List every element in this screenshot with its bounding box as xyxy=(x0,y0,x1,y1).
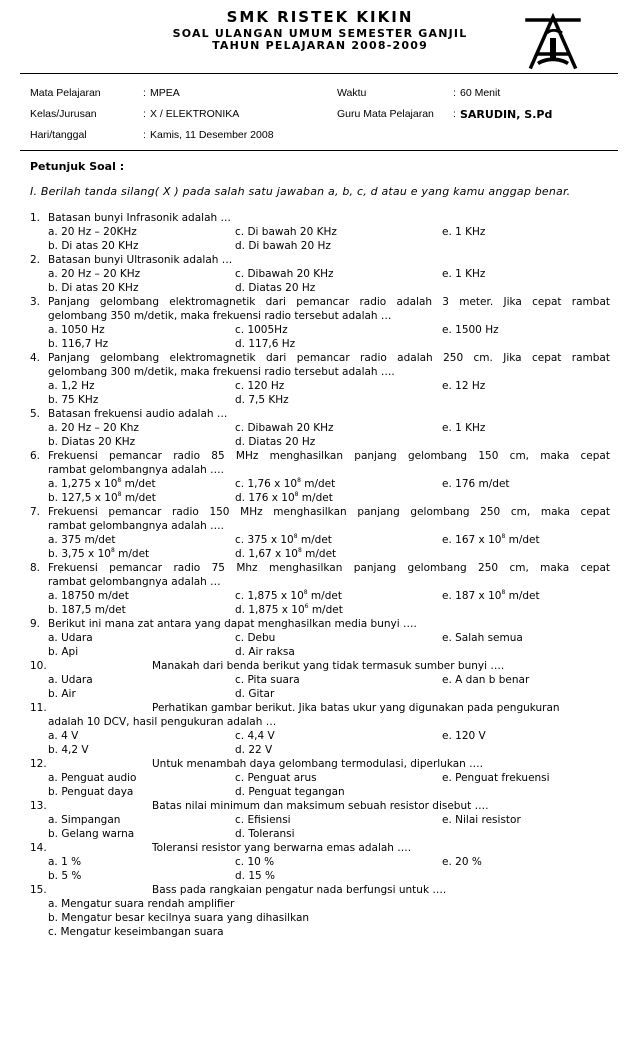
option-a[interactable]: a. Udara xyxy=(48,674,93,686)
option-e[interactable]: e. 1 KHz xyxy=(442,268,486,280)
option-a[interactable]: a. 375 m/det xyxy=(48,534,116,546)
unit: m/det xyxy=(505,590,540,602)
exam-title-line2: TAHUN PELAJARAN 2008-2009 xyxy=(212,39,428,52)
option-d[interactable]: d. 15 % xyxy=(235,870,276,882)
question-stem-line2: rambat gelombangnya adalah …. xyxy=(48,464,225,476)
option-text: d. 1,875 x 10 xyxy=(235,604,305,616)
exponent: 8 xyxy=(501,532,506,540)
unit: m/det xyxy=(114,548,150,560)
exponent: 8 xyxy=(303,588,308,596)
subject-label: Mata Pelajaran xyxy=(30,87,101,99)
exponent: 8 xyxy=(501,588,506,596)
question-stem-line1: Frekuensi pemancar radio 85 MHz menghasilkan panjang gelombang 150 cm, maka cepat xyxy=(48,450,610,462)
question-stem-line2: rambat gelombangnya adalah …. xyxy=(48,520,225,532)
option-e[interactable] xyxy=(442,589,540,603)
option-b[interactable]: b. 75 KHz xyxy=(48,394,99,406)
exponent: 6 xyxy=(304,602,309,610)
option-e[interactable]: e. 120 V xyxy=(442,730,486,742)
option-e[interactable]: e. 1 KHz xyxy=(442,422,486,434)
unit: m/det xyxy=(121,478,156,490)
question-number: 3. xyxy=(30,296,41,308)
option-c[interactable] xyxy=(235,533,332,547)
question-2 xyxy=(30,253,610,295)
class-value: X / ELEKTRONIKA xyxy=(150,108,240,120)
option-d[interactable]: d. 22 V xyxy=(235,744,273,756)
exam-header xyxy=(0,0,638,72)
option-text: c. 1,76 x 10 xyxy=(235,478,298,490)
option-a[interactable]: a. 1 % xyxy=(48,856,82,868)
exam-title xyxy=(150,28,490,52)
option-a[interactable]: a. 1050 Hz xyxy=(48,324,105,336)
question-number: 4. xyxy=(30,352,41,364)
option-c[interactable]: c. Efisiensi xyxy=(235,814,291,826)
question-number: 13. xyxy=(30,800,47,812)
option-c[interactable]: c. Mengatur keseimbangan suara xyxy=(48,926,224,938)
colon: : xyxy=(143,87,146,99)
teacher-label: Guru Mata Pelajaran xyxy=(337,108,434,120)
unit: m/det xyxy=(298,492,333,504)
question-stem-line1: Panjang gelombang elektromagnetik dari pemancar radio adalah 3 meter. Jika cepat rambat xyxy=(48,296,610,308)
option-a[interactable]: a. 20 Hz – 20 KHz xyxy=(48,268,141,280)
question-stem: Bass pada rangkaian pengatur nada berfungsi untuk …. xyxy=(152,884,447,896)
option-c[interactable]: c. Di bawah 20 KHz xyxy=(235,226,337,238)
exponent: 8 xyxy=(117,490,122,498)
info-row-2 xyxy=(30,108,620,129)
question-15 xyxy=(30,883,610,939)
question-3 xyxy=(30,295,610,351)
option-c[interactable] xyxy=(235,589,342,603)
colon: : xyxy=(453,108,456,120)
instructions-title: Petunjuk Soal : xyxy=(30,160,125,173)
colon: : xyxy=(143,129,146,141)
option-e[interactable]: e. Salah semua xyxy=(442,632,523,644)
option-text: d. 1,67 x 10 xyxy=(235,548,298,560)
option-c[interactable]: c. Dibawah 20 KHz xyxy=(235,268,334,280)
option-text: c. 1,875 x 10 xyxy=(235,590,304,602)
question-number: 14. xyxy=(30,842,47,854)
option-text: b. 127,5 x 10 xyxy=(48,492,118,504)
option-e[interactable]: e. 176 m/det xyxy=(442,478,510,490)
question-number: 1. xyxy=(30,212,41,224)
school-logo-icon xyxy=(525,12,581,70)
colon: : xyxy=(143,108,146,120)
time-label: Waktu xyxy=(337,87,367,99)
unit: m/det xyxy=(301,548,337,560)
question-9 xyxy=(30,617,610,659)
question-number: 8. xyxy=(30,562,41,574)
option-c[interactable]: c. Pita suara xyxy=(235,674,300,686)
teacher-value: SARUDIN, S.Pd xyxy=(460,108,553,121)
header-divider-top xyxy=(20,73,618,74)
instructions-text: I. Berilah tanda silang( X ) pada salah satu jawaban a, b, c, d atau e yang kamu anggap benar. xyxy=(30,185,571,198)
option-a[interactable]: a. Penguat audio xyxy=(48,772,137,784)
option-d[interactable] xyxy=(235,491,333,505)
class-label: Kelas/Jurusan xyxy=(30,108,97,120)
option-text: b. 3,75 x 10 xyxy=(48,548,111,560)
option-d[interactable]: d. Di bawah 20 Hz xyxy=(235,240,331,252)
unit: m/det xyxy=(307,590,342,602)
option-d[interactable]: d. Air raksa xyxy=(235,646,295,658)
subject-value: MPEA xyxy=(150,87,180,99)
option-text: a. 1,275 x 10 xyxy=(48,478,118,490)
option-e[interactable]: e. A dan b benar xyxy=(442,674,530,686)
question-5 xyxy=(30,407,610,449)
option-b[interactable]: b. 116,7 Hz xyxy=(48,338,109,350)
question-stem-line2: adalah 10 DCV, hasil pengukuran adalah … xyxy=(48,716,277,728)
exponent: 8 xyxy=(294,490,299,498)
option-b[interactable] xyxy=(48,491,156,505)
option-a[interactable]: a. 20 Hz – 20 Khz xyxy=(48,422,139,434)
option-e[interactable]: e. 1500 Hz xyxy=(442,324,499,336)
option-c[interactable]: c. 120 Hz xyxy=(235,380,285,392)
question-6 xyxy=(30,449,610,505)
question-stem: Untuk menambah daya gelombang termodulasi, diperlukan …. xyxy=(152,758,484,770)
unit: m/det xyxy=(505,534,540,546)
option-a[interactable]: a. 1,2 Hz xyxy=(48,380,95,392)
colon: : xyxy=(453,87,456,99)
option-c[interactable] xyxy=(235,477,335,491)
unit: m/det xyxy=(308,604,343,616)
option-d[interactable] xyxy=(235,547,336,561)
exponent: 8 xyxy=(297,546,302,554)
question-14 xyxy=(30,841,610,883)
question-1 xyxy=(30,211,610,253)
unit: m/det xyxy=(300,478,336,490)
school-name: SMK RISTEK KIKIN xyxy=(226,8,414,26)
option-d[interactable]: d. 7,5 KHz xyxy=(235,394,289,406)
question-12 xyxy=(30,757,610,799)
question-11 xyxy=(30,701,610,757)
question-stem: Batasan bunyi Infrasonik adalah … xyxy=(48,212,231,224)
option-a[interactable]: a. Simpangan xyxy=(48,814,121,826)
question-stem-line1: Panjang gelombang elektromagnetik dari pemancar radio adalah 250 cm. Jika cepat rambat xyxy=(48,352,610,364)
question-7 xyxy=(30,505,610,561)
option-d[interactable]: d. Diatas 20 Hz xyxy=(235,282,316,294)
option-e[interactable] xyxy=(442,533,540,547)
option-d[interactable] xyxy=(235,603,343,617)
exam-info xyxy=(30,87,620,150)
option-e[interactable]: e. 12 Hz xyxy=(442,380,486,392)
option-c[interactable]: c. 1005Hz xyxy=(235,324,288,336)
option-c[interactable]: c. 10 % xyxy=(235,856,275,868)
option-d[interactable]: d. 117,6 Hz xyxy=(235,338,296,350)
option-b[interactable]: b. 4,2 V xyxy=(48,744,89,756)
option-a[interactable]: a. Udara xyxy=(48,632,93,644)
question-number: 11. xyxy=(30,702,47,714)
date-label: Hari/tanggal xyxy=(30,129,87,141)
question-stem-line1: Frekuensi pemancar radio 150 MHz menghasilkan panjang gelombang 250 cm, maka cepat xyxy=(48,506,610,518)
question-13 xyxy=(30,799,610,841)
question-stem: Berikut ini mana zat antara yang dapat menghasilkan media bunyi …. xyxy=(48,618,417,630)
question-number: 12. xyxy=(30,758,47,770)
question-stem: Toleransi resistor yang berwarna emas adalah …. xyxy=(152,842,412,854)
question-4 xyxy=(30,351,610,407)
option-b[interactable]: b. Air xyxy=(48,688,76,700)
option-b[interactable]: b. 5 % xyxy=(48,870,82,882)
unit: m/det xyxy=(297,534,332,546)
question-number: 6. xyxy=(30,450,41,462)
question-stem-line1: Perhatikan gambar berikut. Jika batas ukur yang digunakan pada pengukuran xyxy=(152,702,560,714)
exponent: 8 xyxy=(110,546,115,554)
question-stem-line1: Frekuensi pemancar radio 75 Mhz menghasilkan panjang gelombang 250 cm, maka cepat xyxy=(48,562,610,574)
time-value: 60 Menit xyxy=(460,87,501,99)
option-d[interactable]: d. Gitar xyxy=(235,688,275,700)
option-b[interactable]: b. Penguat daya xyxy=(48,786,134,798)
option-c[interactable]: c. Penguat arus xyxy=(235,772,317,784)
option-b[interactable]: b. Di atas 20 KHz xyxy=(48,282,139,294)
question-stem-line2: gelombang 300 m/detik, maka frekuensi radio tersebut adalah …. xyxy=(48,366,395,378)
exponent: 8 xyxy=(293,532,298,540)
option-e[interactable]: e. Nilai resistor xyxy=(442,814,521,826)
question-stem: Batas nilai minimum dan maksimum sebuah resistor disebut …. xyxy=(152,800,489,812)
info-row-3 xyxy=(30,129,620,150)
question-number: 15. xyxy=(30,884,47,896)
option-d[interactable]: d. Diatas 20 Hz xyxy=(235,436,316,448)
question-stem: Batasan frekuensi audio adalah … xyxy=(48,408,228,420)
info-row-1 xyxy=(30,87,620,108)
option-b[interactable]: b. Api xyxy=(48,646,79,658)
option-e[interactable]: e. Penguat frekuensi xyxy=(442,772,550,784)
option-a[interactable] xyxy=(48,477,156,491)
option-b[interactable]: b. 187,5 m/det xyxy=(48,604,126,616)
option-d[interactable]: d. Penguat tegangan xyxy=(235,786,345,798)
question-10 xyxy=(30,659,610,701)
question-stem: Batasan bunyi Ultrasonik adalah … xyxy=(48,254,233,266)
option-b[interactable]: b. Gelang warna xyxy=(48,828,135,840)
exam-title-line1: SOAL ULANGAN UMUM SEMESTER GANJIL xyxy=(172,27,468,40)
option-b[interactable]: b. Diatas 20 KHz xyxy=(48,436,136,448)
exponent: 8 xyxy=(117,476,122,484)
option-text: e. 187 x 10 xyxy=(442,590,502,602)
date-value: Kamis, 11 Desember 2008 xyxy=(150,129,274,141)
question-stem-line2: rambat gelombangnya adalah … xyxy=(48,576,221,588)
option-a[interactable]: a. 4 V xyxy=(48,730,79,742)
option-a[interactable]: a. Mengatur suara rendah amplifier xyxy=(48,898,235,910)
option-b[interactable]: b. Mengatur besar kecilnya suara yang dihasilkan xyxy=(48,912,310,924)
option-c[interactable]: c. Debu xyxy=(235,632,276,644)
question-stem: Manakah dari benda berikut yang tidak termasuk sumber bunyi …. xyxy=(152,660,505,672)
option-text: e. 167 x 10 xyxy=(442,534,502,546)
option-a[interactable]: a. 20 Hz – 20KHz xyxy=(48,226,137,238)
question-number: 7. xyxy=(30,506,41,518)
unit: m/det xyxy=(121,492,156,504)
exponent: 8 xyxy=(297,476,301,484)
option-text: d. 176 x 10 xyxy=(235,492,295,504)
option-a[interactable]: a. 18750 m/det xyxy=(48,590,129,602)
question-stem-line2: gelombang 350 m/detik, maka frekuensi radio tersebut adalah … xyxy=(48,310,392,322)
question-number: 5. xyxy=(30,408,41,420)
question-number: 10. xyxy=(30,660,47,672)
question-list xyxy=(30,211,610,939)
option-b[interactable] xyxy=(48,547,149,561)
question-number: 2. xyxy=(30,254,41,266)
option-e[interactable]: e. 1 KHz xyxy=(442,226,486,238)
option-e[interactable]: e. 20 % xyxy=(442,856,482,868)
option-c[interactable]: c. Dibawah 20 KHz xyxy=(235,422,334,434)
option-text: c. 375 x 10 xyxy=(235,534,294,546)
question-8 xyxy=(30,561,610,617)
option-c[interactable]: c. 4,4 V xyxy=(235,730,275,742)
option-d[interactable]: d. Toleransi xyxy=(235,828,295,840)
info-divider-bottom xyxy=(20,150,618,151)
option-b[interactable]: b. Di atas 20 KHz xyxy=(48,240,139,252)
question-number: 9. xyxy=(30,618,41,630)
